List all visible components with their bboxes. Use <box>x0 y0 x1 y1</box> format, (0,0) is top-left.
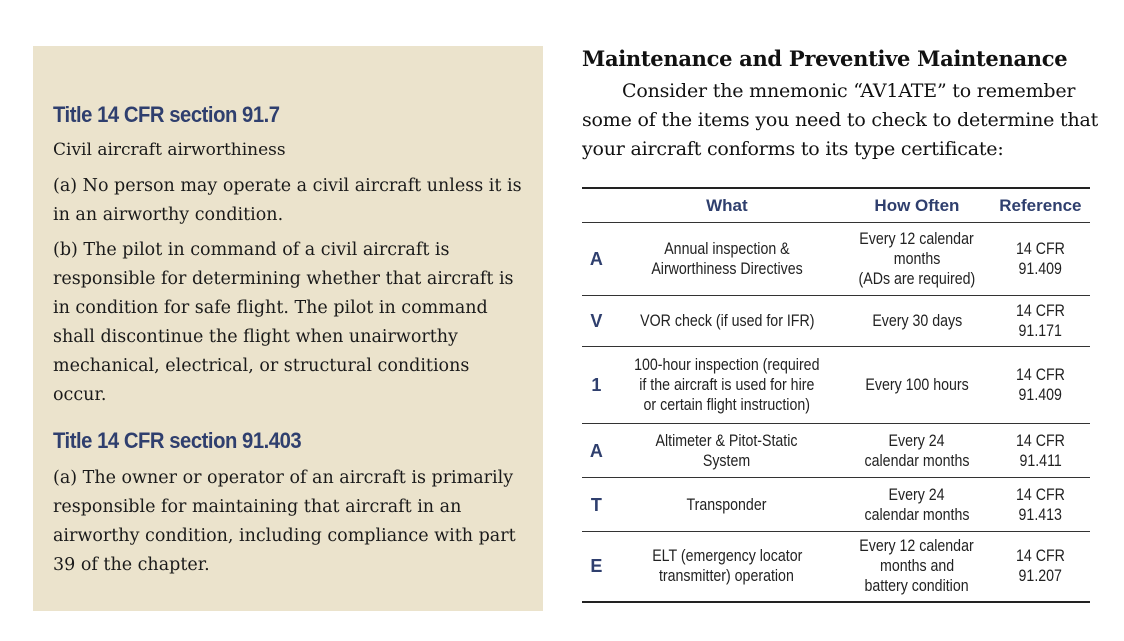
intro-paragraph: Consider the mnemonic “AV1ATE” to remember some of the items you need to check to determine that your aircraft conforms to its type certificate: <box>582 80 1099 160</box>
cfr-sidebar <box>33 46 543 611</box>
reference-cell-line: 91.207 <box>1018 567 1063 586</box>
frequency-cell <box>843 424 991 478</box>
frequency-cell-line: Every 100 hours <box>865 376 969 394</box>
reference-cell-line: 14 CFR <box>1015 547 1065 566</box>
frequency-cell <box>843 347 991 424</box>
header-what: What <box>611 188 843 223</box>
mnemonic-letter: A <box>582 223 611 296</box>
reference-cell <box>991 347 1090 424</box>
frequency-cell-line: Every 30 days <box>871 312 962 330</box>
table-row <box>582 347 1090 424</box>
table-row <box>582 296 1090 347</box>
item-cell <box>611 478 843 532</box>
reference-cell <box>991 296 1090 347</box>
item-cell-line: 100-hour inspection (required <box>634 356 820 374</box>
section-91-403-title: Title 14 CFR section 91.403 <box>53 428 302 453</box>
frequency-cell <box>843 223 991 296</box>
section-91-403-para-a: (a) The owner or operator of an aircraft is primarily responsible for maintaining that aircraft in an airworthy condition, including compliance with part 39 of the chapter. <box>53 468 516 575</box>
frequency-cell-line: Every 24 <box>888 431 945 450</box>
frequency-cell-line: months and <box>879 557 954 576</box>
section-91-7-para-a: (a) No person may operate a civil aircraft unless it is in an airworthy condition. <box>53 176 522 225</box>
item-cell <box>611 424 843 478</box>
frequency-cell-line: Every 24 <box>888 485 945 504</box>
table-row <box>582 223 1090 296</box>
mnemonic-letter: A <box>582 424 611 478</box>
header-letter <box>582 188 611 223</box>
reference-cell-line: 14 CFR <box>1015 431 1065 450</box>
item-cell-line: Transponder <box>686 495 767 514</box>
item-cell-line: VOR check (if used for IFR) <box>639 312 815 330</box>
item-cell-line: if the aircraft is used for hire <box>639 376 815 394</box>
mnemonic-letter: T <box>582 478 611 532</box>
frequency-cell-line: battery condition <box>864 577 969 596</box>
section-91-7-subtitle: Civil aircraft airworthiness <box>53 140 286 160</box>
frequency-cell <box>843 478 991 532</box>
table-header-row <box>582 188 1090 223</box>
reference-cell <box>991 478 1090 532</box>
header-how-often: How Often <box>843 188 991 223</box>
reference-cell-line: 14 CFR <box>1015 366 1065 384</box>
table-row <box>582 532 1090 602</box>
item-cell-line: transmitter) operation <box>659 567 795 586</box>
frequency-cell-line: calendar months <box>864 505 970 524</box>
item-cell <box>611 223 843 296</box>
item-cell-line: Annual inspection & <box>664 240 790 258</box>
header-reference: Reference <box>991 188 1090 223</box>
frequency-cell-line: (ADs are required) <box>858 270 976 288</box>
item-cell <box>611 347 843 424</box>
item-cell-line: Altimeter & Pitot-Static <box>655 431 798 450</box>
mnemonic-letter: 1 <box>582 347 611 424</box>
frequency-cell-line: Every 12 calendar <box>859 230 975 248</box>
reference-cell-line: 91.409 <box>1018 386 1063 404</box>
reference-cell-line: 14 CFR <box>1015 302 1065 320</box>
maintenance-section <box>582 44 1102 164</box>
reference-cell <box>991 223 1090 296</box>
mnemonic-letter: V <box>582 296 611 347</box>
reference-cell-line: 91.171 <box>1018 322 1063 340</box>
reference-cell-line: 14 CFR <box>1015 485 1065 504</box>
reference-cell-line: 14 CFR <box>1015 240 1065 258</box>
section-heading: Maintenance and Preventive Maintenance <box>582 46 1068 71</box>
item-cell <box>611 296 843 347</box>
item-cell-line: ELT (emergency locator <box>651 547 802 566</box>
reference-cell-line: 91.409 <box>1018 260 1063 278</box>
reference-cell <box>991 424 1090 478</box>
item-cell-line: System <box>703 451 751 470</box>
item-cell-line: or certain flight instruction) <box>643 396 811 414</box>
frequency-cell-line: calendar months <box>864 451 970 470</box>
item-cell <box>611 532 843 602</box>
section-91-7-title: Title 14 CFR section 91.7 <box>53 102 280 127</box>
table-row <box>582 424 1090 478</box>
reference-cell-line: 91.411 <box>1019 451 1062 470</box>
frequency-cell <box>843 532 991 602</box>
section-91-7-para-b: (b) The pilot in command of a civil aircraft is responsible for determining whether that aircraft is in condition for safe flight. The pilot in command shall discontinue the flight when unairworthy mechanical, electrical, or structural conditions occur. <box>53 240 514 405</box>
reference-cell-line: 91.413 <box>1018 505 1063 524</box>
item-cell-line: Airworthiness Directives <box>651 260 803 278</box>
reference-cell <box>991 532 1090 602</box>
frequency-cell <box>843 296 991 347</box>
av1ate-table <box>582 187 1090 603</box>
frequency-cell-line: months <box>893 250 941 268</box>
table-row <box>582 478 1090 532</box>
mnemonic-letter: E <box>582 532 611 602</box>
frequency-cell-line: Every 12 calendar <box>859 537 975 556</box>
